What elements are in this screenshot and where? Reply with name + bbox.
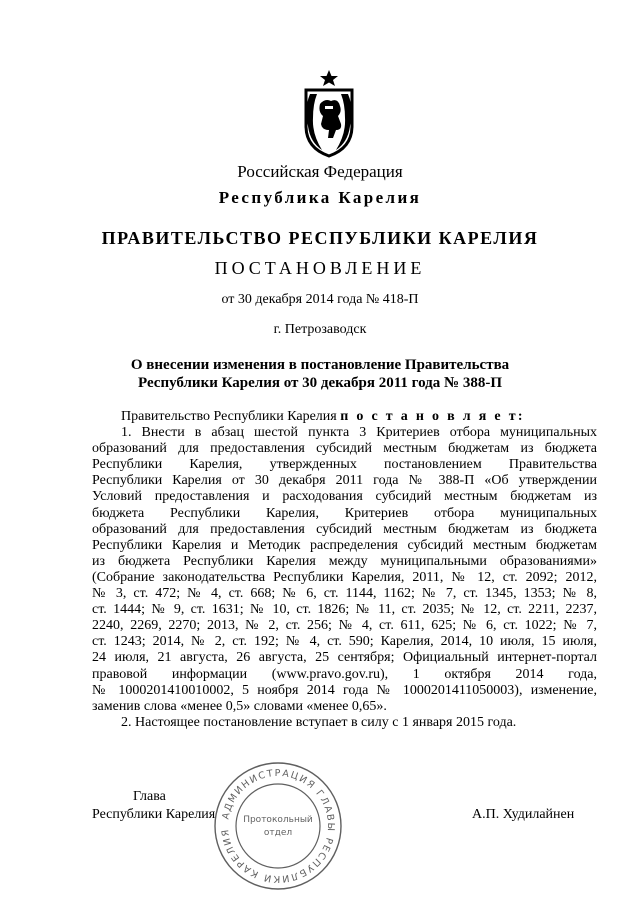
government-heading: ПРАВИТЕЛЬСТВО РЕСПУБЛИКИ КАРЕЛИЯ bbox=[101, 228, 539, 248]
intro-verb: п о с т а н о в л я е т: bbox=[340, 409, 525, 424]
paragraph-line: (Собрание законодательства Республики Карелия, 2011, № 12, ст. 2092; 2012, bbox=[92, 569, 597, 585]
paragraph-line: № 3, ст. 472; № 4, ст. 668; № 6, ст. 1144, 1162; № 7, ст. 1345, 1353; № 8, bbox=[92, 586, 597, 602]
svg-text:отдел: отдел bbox=[263, 828, 293, 838]
svg-text:Протокольный: Протокольный bbox=[243, 815, 313, 825]
paragraph-line: Республики Карелия от 30 декабря 2011 года № 388-П «Об утверждении bbox=[92, 473, 597, 489]
paragraph-line: из бюджета Республики Карелия между муниципальными образованиями» bbox=[92, 553, 597, 569]
paragraph-line: заменив слова «менее 0,5» словами «менее 0,65». bbox=[92, 698, 387, 714]
republic-heading: Республика Карелия bbox=[218, 188, 422, 207]
intro-text: Правительство Республики Карелия bbox=[121, 409, 341, 424]
paragraph-line: бюджета Республики Карелия, Критериев отбора муниципальных bbox=[92, 505, 597, 521]
paragraph-line: образований для предоставления субсидий местным бюджетам из бюджета bbox=[92, 521, 597, 537]
paragraph-line: Условий предоставления и расходования субсидий местным бюджетам из bbox=[92, 489, 597, 505]
paragraph-2: 2. Настоящее постановление вступает в силу с 1 января 2015 года. bbox=[121, 714, 517, 730]
title-line: О внесении изменения в постановление Правительства bbox=[130, 357, 510, 373]
document-type-heading: ПОСТАНОВЛЕНИЕ bbox=[214, 258, 426, 278]
official-stamp bbox=[212, 760, 344, 892]
paragraph-line: Республики Карелия и Методик распределения субсидий местным бюджетам bbox=[92, 537, 597, 553]
document-city: г. Петрозаводск bbox=[273, 322, 367, 337]
signature-title-line1: Глава bbox=[133, 789, 166, 804]
paragraph-line: Республики Карелия, утвержденных постановлением Правительства bbox=[92, 457, 597, 473]
signature-title-line2: Республики Карелия bbox=[92, 807, 216, 822]
paragraph-line: 2240, 2269, 2270; 2013, № 2, ст. 256; № 4, ст. 611, 625; № 6, ст. 1022; № 7, bbox=[92, 618, 597, 634]
paragraph-line: ст. 1444; № 9, ст. 1631; № 10, ст. 1826; № 11, ст. 2035; № 12, ст. 2211, 2237, bbox=[92, 602, 597, 618]
document-title bbox=[0, 356, 640, 392]
paragraph-1 bbox=[92, 425, 597, 715]
paragraph-line: ст. 1243; 2014, № 2, ст. 192; № 4, ст. 590; Карелия, 2014, 10 июля, 15 июля, bbox=[92, 634, 597, 650]
title-line: Республики Карелия от 30 декабря 2011 года № 388-П bbox=[137, 375, 503, 391]
svg-text:АДМИНИСТРАЦИЯ ГЛАВЫ РЕСПУБЛИКИ: АДМИНИСТРАЦИЯ ГЛАВЫ РЕСПУБЛИКИ КАРЕЛИЯ bbox=[219, 767, 337, 885]
paragraph-line: правовой информации (www.pravo.gov.ru), 1 октября 2014 года, bbox=[92, 666, 597, 682]
federation-heading: Российская Федерация bbox=[237, 162, 403, 181]
signatory-name: А.П. Худилайнен bbox=[472, 807, 575, 822]
document-date-number: от 30 декабря 2014 года № 418-П bbox=[221, 292, 419, 307]
paragraph-line: 24 июля, 21 августа, 26 августа, 25 сентября; Официальный интернет-портал bbox=[92, 650, 597, 666]
document-body bbox=[92, 409, 597, 731]
paragraph-line: 1. Внести в абзац шестой пункта 3 Критериев отбора муниципальных bbox=[121, 425, 597, 441]
intro-paragraph bbox=[92, 409, 597, 425]
paragraph-line: образований для предоставления субсидий местным бюджетам из бюджета bbox=[92, 441, 597, 457]
coat-of-arms-emblem bbox=[298, 68, 360, 158]
paragraph-line: № 1000201410010002, 5 ноября 2014 года № 1000201411050003), изменение, bbox=[92, 682, 597, 698]
